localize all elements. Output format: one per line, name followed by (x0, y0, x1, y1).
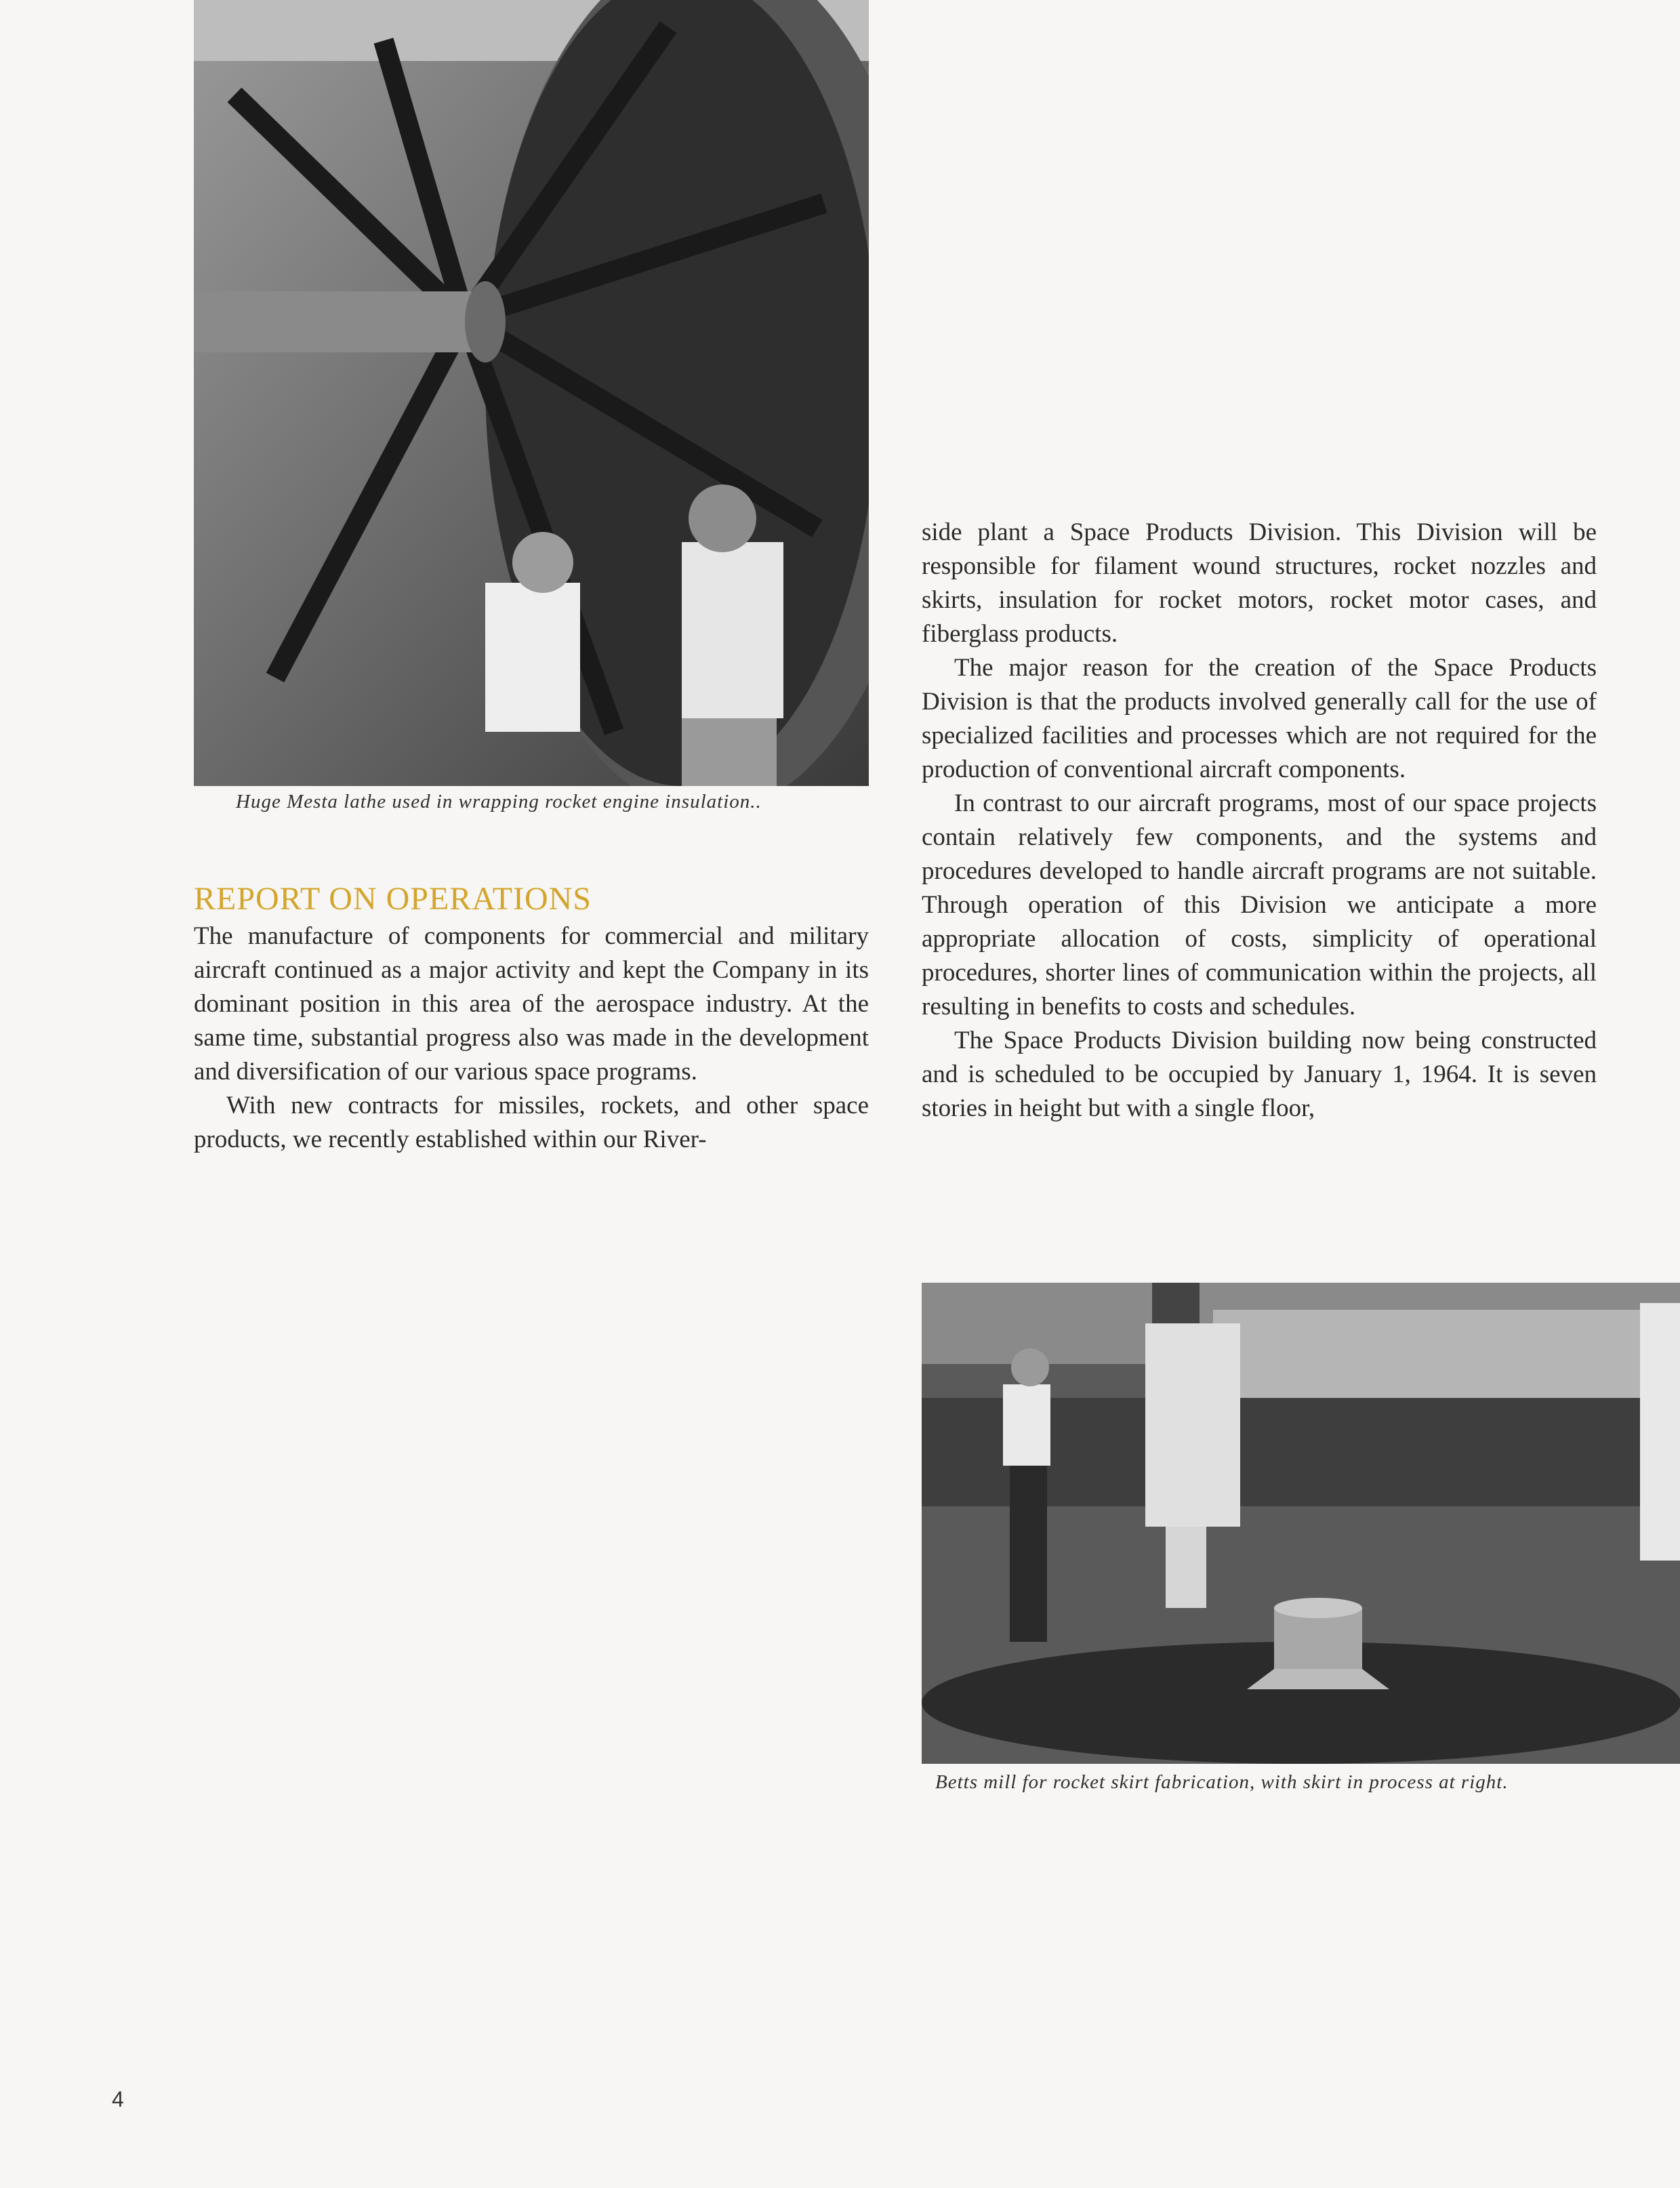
right-column (922, 516, 1597, 1126)
section-heading: REPORT ON OPERATIONS (194, 881, 592, 917)
paragraph: With new contracts for missiles, rockets, and other space products, we recently established within our River- (194, 1092, 869, 1153)
left-column (194, 920, 869, 1157)
lathe-photo-image (194, 0, 869, 786)
paragraph: side plant a Space Products Division. This Division will be responsible for filament wound structures, rocket nozzles and skirts, insulation for rocket motors, rocket motor cases, and fiberglass products. (922, 518, 1597, 648)
paragraph: In contrast to our aircraft programs, most of our space projects contain relatively few components, and the systems and procedures developed to handle aircraft programs are not suitable. Through operation of this Division we anticipate a more appropriate allocation of costs, simplicity of operational procedures, shorter lines of communication within the projects, all resulting in benefits to costs and schedules. (922, 789, 1597, 1020)
paragraph: The manufacture of components for commercial and military aircraft continued as a major activity and kept the Company in its dominant position in this area of the aerospace industry. At the same time, substantial progress also was made in the development and diversification of our various space programs. (194, 922, 869, 1086)
lathe-caption: Huge Mesta lathe used in wrapping rocket engine insulation.. (236, 791, 762, 812)
mill-photo-image (922, 1283, 1680, 1764)
mill-caption: Betts mill for rocket skirt fabrication, with skirt in process at right. (935, 1771, 1509, 1793)
mill-photo (922, 1283, 1680, 1764)
paragraph: The major reason for the creation of the Space Products Division is that the products involved generally call for the use of specialized facilities and processes which are not required for the production of conventional aircraft components. (922, 654, 1597, 783)
paragraph: The Space Products Division building now being constructed and is scheduled to be occupied by January 1, 1964. It is seven stories in height but with a single floor, (922, 1027, 1597, 1122)
lathe-photo (194, 0, 869, 786)
page-number: 4 (112, 2087, 124, 2111)
